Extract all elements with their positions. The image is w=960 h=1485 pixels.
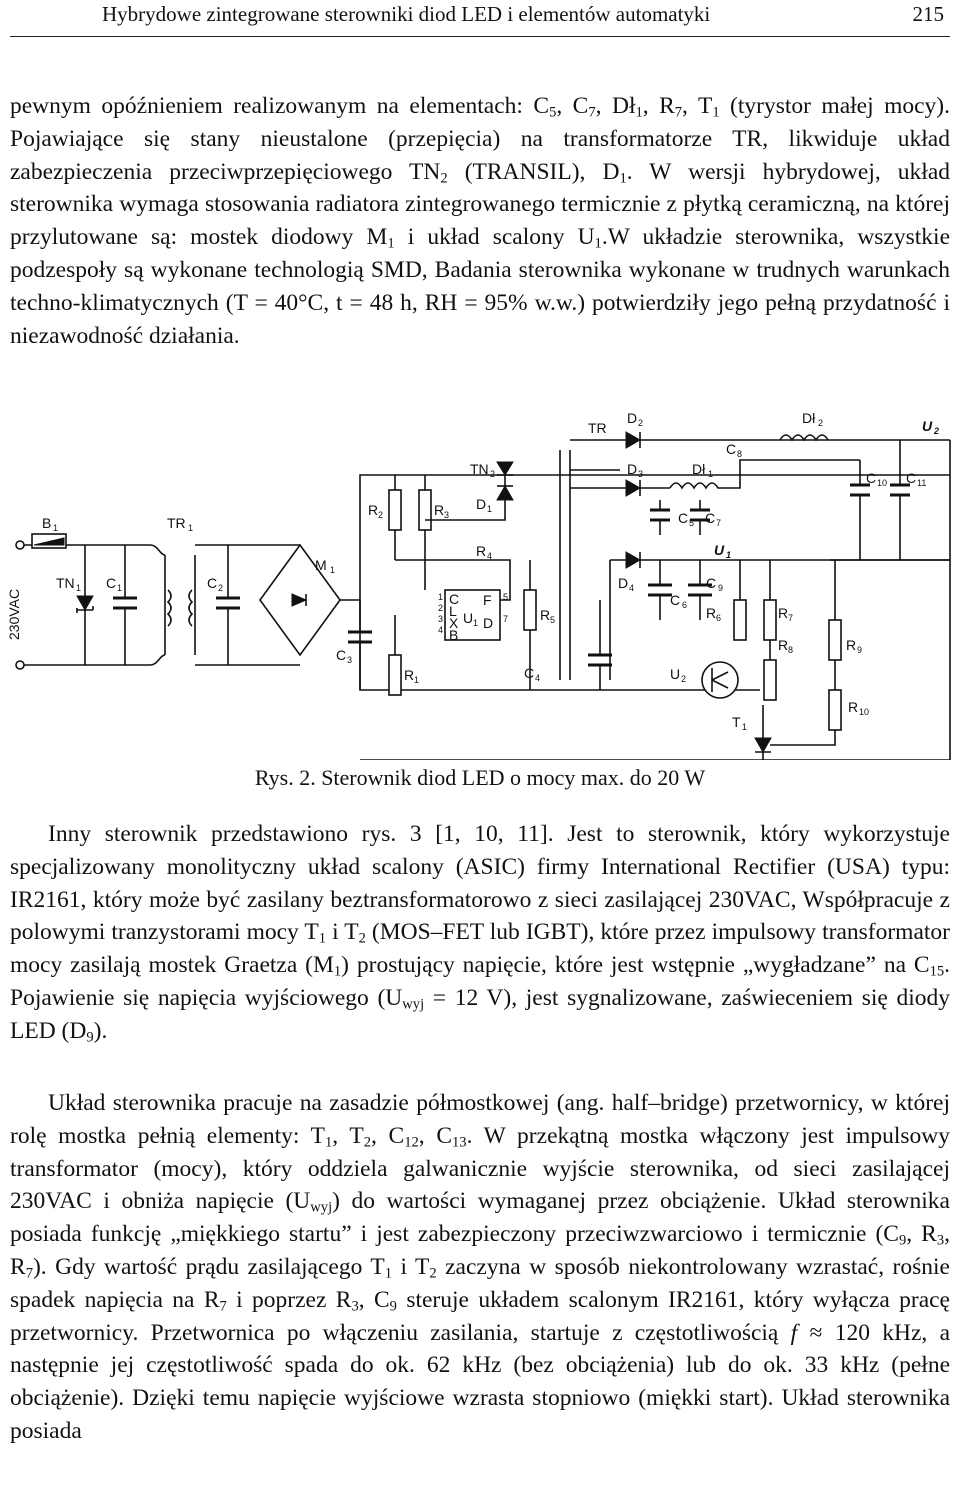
running-title: Hybrydowe zintegrowane sterowniki diod LED i elementów automatyki	[102, 2, 711, 26]
label-tr1: TR	[167, 515, 186, 531]
svg-text:10: 10	[859, 707, 870, 717]
label-r2: R	[368, 502, 379, 518]
paragraph-1: pewnym opóźnieniem realizowanym na elementach: $C_5$, $C_7$, $Dł_1$, $R_7$, $T_1$ (tyrystor małej mocy). Pojawiające się stany nieustalone (przepięcia) na transformatorze TR, likwiduje układ zabezpieczenia przeciwprzepięciowego $TN_2$ (TRANSIL), $D_1$. W wersji hybrydowej, układ sterownika wymaga stosowania radiatora zintegrowanego termicznie z płytką ceramiczną, na której przylutowane są: mostek diodowy $M_1$ i układ scalony $U_1.W$ układzie sterownika, wszystkie podzespoły są wykonane technologią SMD, Badania sterownika wykonane w trudnych warunkach techno-klimatycznych (T = 40°C, t = 48 h, RH = 95% w.w.) potwierdziły jego pełną przydatność i niezawodność działania.	[10, 93, 951, 349]
svg-text:7: 7	[788, 613, 794, 623]
label-r8: R	[778, 637, 789, 653]
svg-text:2: 2	[218, 583, 224, 593]
svg-text:2: 2	[818, 418, 824, 428]
page-header	[10, 0, 950, 37]
svg-text:B: B	[449, 627, 459, 643]
svg-text:C: C	[449, 591, 460, 607]
svg-text:2: 2	[490, 469, 496, 479]
svg-text:4: 4	[629, 583, 635, 593]
label-r7: R	[778, 605, 789, 621]
svg-text:D: D	[483, 615, 494, 631]
label-c7: C	[705, 510, 716, 526]
label-tn2: TN	[470, 461, 489, 477]
svg-text:6: 6	[682, 600, 688, 610]
label-tn1: TN	[56, 575, 75, 591]
svg-text:4: 4	[487, 551, 493, 561]
label-u1-rail: U	[714, 542, 725, 558]
label-d1: D	[476, 496, 487, 512]
label-c2: C	[207, 575, 218, 591]
svg-text:8: 8	[788, 645, 794, 655]
svg-text:5: 5	[550, 615, 556, 625]
svg-text:2: 2	[378, 510, 384, 520]
svg-text:9: 9	[718, 583, 724, 593]
svg-text:F: F	[483, 592, 492, 608]
label-r4: R	[476, 543, 487, 559]
svg-text:1: 1	[414, 675, 420, 685]
svg-text:1: 1	[117, 583, 123, 593]
label-m1: M	[315, 557, 327, 573]
figure-caption: Rys. 2. Sterownik diod LED o mocy max. do 20 W	[254, 765, 706, 790]
svg-text:7: 7	[503, 614, 509, 624]
svg-text:1: 1	[76, 583, 82, 593]
label-c10: C	[866, 470, 877, 486]
svg-text:8: 8	[737, 449, 743, 459]
label-c11: C	[906, 470, 917, 486]
svg-text:1: 1	[330, 565, 336, 575]
label-u2-opto: U	[670, 666, 681, 682]
svg-text:2: 2	[681, 674, 687, 684]
svg-text:2: 2	[934, 426, 940, 436]
svg-text:1: 1	[53, 523, 59, 533]
label-r3: R	[434, 502, 445, 518]
label-r5: R	[540, 607, 551, 623]
paragraph-2: Inny sterownik przedstawiono rys. 3 [1, 10, 11]. Jest to sterownik, który wykorzystuje specjalizowany monolityczny układ scalony (ASIC) firmy International Rectifier (USA) typu: IR2161, który może być zasilany beztransformatorowo z sieci zasilającej 230VAC, Współpracuje z polowymi tranzystorami mocy $T_1$ i $T_2$ (MOS–FET lub IGBT), które przez impulsowy transformator mocy zasilają mostek Graetza $(M_1)$ prostujący napięcie, które jest wstępnie „wygładzane” na $C_{15}$. Pojawienie się napięcia wyjściowego ($U_{wyj} = 12$ V), jest sygnalizowane, zaświeceniem się diody LED $(D_9)$.	[10, 821, 950, 1046]
label-d4: D	[618, 575, 629, 591]
label-r9: R	[846, 637, 857, 653]
label-d3: D	[627, 461, 638, 477]
svg-text:5: 5	[689, 518, 695, 528]
svg-text:4: 4	[438, 625, 444, 635]
svg-text:6: 6	[716, 613, 722, 623]
svg-text:3: 3	[438, 614, 444, 624]
label-d2: D	[627, 410, 638, 426]
svg-text:3: 3	[638, 469, 644, 479]
svg-text:10: 10	[877, 478, 888, 488]
label-c6: C	[670, 592, 681, 608]
paragraph-3: Układ sterownika pracuje na zasadzie półmostkowej (ang. half–bridge) przetwornicy, w której rolę mostka pełnią elementy: $T_1$, $T_2$, $C_{12}$, $C_{13}$. W przekątną mostka włączony jest impulsowy transformator (mocy), który oddziela galwanicznie wyjście sterownika, od sieci zasilającej 230VAC i obniża napięcie $(U_{wyj})$ do wartości wymaganej przez obciążenie. Układ sterownika posiada funkcję „miękkiego startu” i jest zabezpieczony przeciwzwarciowo i termicznie ($C_9$, $R_3$, $R_7$). Gdy wartość prądu zasilającego $T_1$ i $T_2$ zaczyna w sposób niekontrolowany wzrastać, rośnie spadek napięcia na $R_7$ i poprzez $R_3$, $C_9$ steruje układem scalonym IR2161, który wyłącza pracę przetwornicy. Przetwornica po włączeniu zasilania, startuje z częstotliwością f ≈ 120 kHz, a następnie jej częstotliwość spada do ok. 62 kHz (bez obciążenia) lub do ok. 33 kHz (pełne obciążenie). Dzięki temu napięcie wyjściowe wzrasta stopniowo (miękki start). Układ sterownika posiada	[10, 1090, 951, 1444]
label-230vac: 230VAC	[6, 588, 22, 640]
label-tr: TR	[588, 420, 607, 436]
svg-text:11: 11	[917, 478, 927, 488]
svg-text:2: 2	[638, 418, 644, 428]
svg-text:L: L	[449, 603, 457, 619]
label-u2-output: U	[922, 418, 933, 434]
svg-text:1: 1	[473, 618, 479, 628]
svg-text:1: 1	[188, 523, 194, 533]
label-c8: C	[726, 441, 737, 457]
svg-text:4: 4	[535, 673, 541, 683]
svg-text:2: 2	[438, 603, 444, 613]
label-dl1: Dł	[692, 461, 706, 477]
svg-text:5: 5	[503, 592, 509, 602]
label-t1: T	[732, 714, 741, 730]
svg-text:1: 1	[438, 592, 444, 602]
page-number: 215	[912, 2, 944, 26]
label-c4: C	[524, 665, 535, 681]
circuit-schematic	[0, 400, 960, 760]
svg-text:1: 1	[742, 722, 748, 732]
svg-text:1: 1	[487, 504, 493, 514]
label-r1: R	[404, 667, 415, 683]
label-r6: R	[706, 605, 717, 621]
svg-text:1: 1	[726, 550, 732, 560]
label-c5: C	[678, 510, 689, 526]
label-c9: C	[706, 575, 717, 591]
svg-text:3: 3	[347, 655, 353, 665]
label-dl2: Dł	[802, 410, 816, 426]
label-c3: C	[336, 647, 347, 663]
svg-text:X: X	[449, 615, 459, 631]
svg-text:7: 7	[716, 518, 722, 528]
label-b1: B	[42, 515, 52, 531]
label-c1: C	[106, 575, 117, 591]
svg-text:3: 3	[444, 510, 450, 520]
label-u1: U	[463, 610, 474, 626]
svg-text:1: 1	[708, 469, 714, 479]
label-r10: R	[848, 699, 859, 715]
svg-text:9: 9	[857, 645, 863, 655]
